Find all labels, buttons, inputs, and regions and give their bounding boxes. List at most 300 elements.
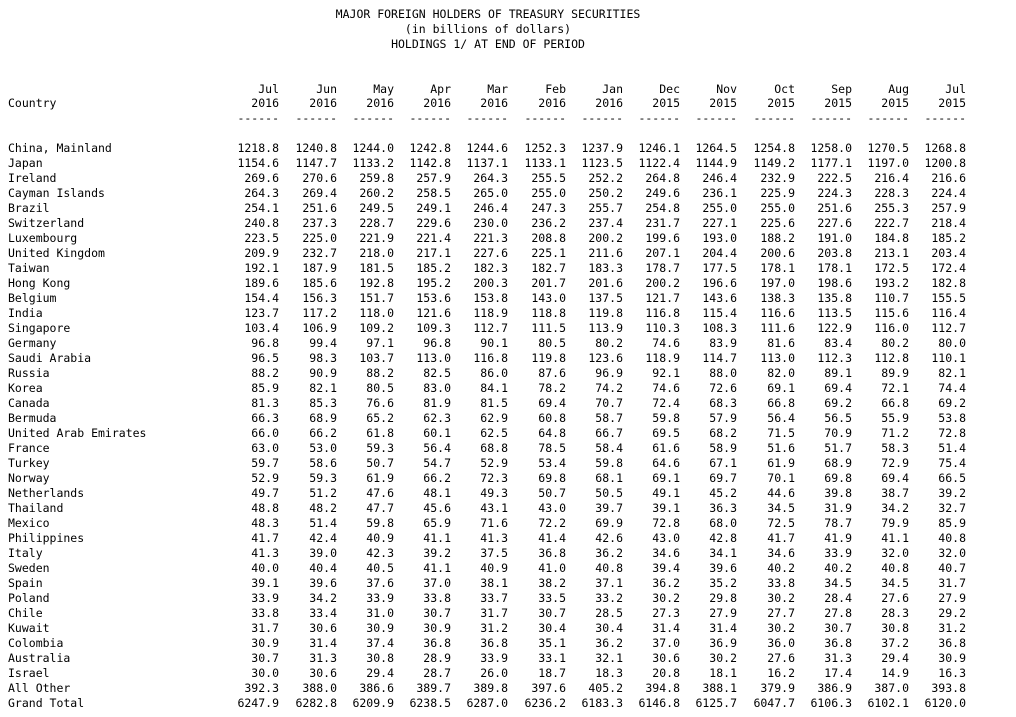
holding-value: 41.3 [251,546,279,560]
holding-value: 40.9 [480,561,508,575]
holding-value: 50.7 [538,486,566,500]
holding-value: 111.5 [531,321,566,335]
column-header-rule: ------ [466,111,508,125]
holding-value: 258.5 [416,186,451,200]
holding-value: 259.8 [359,171,394,185]
holding-value: 31.4 [709,621,737,635]
holding-value: 36.8 [423,636,451,650]
holding-value: 31.7 [480,606,508,620]
holding-value: 51.4 [938,441,966,455]
table-row [0,246,1016,261]
holding-value: 81.3 [251,396,279,410]
holding-value: 41.1 [881,531,909,545]
holding-value: 143.6 [702,291,737,305]
holding-value: 31.9 [824,501,852,515]
holding-value: 156.3 [302,291,337,305]
holding-value: 379.9 [760,681,795,695]
holding-value: 60.1 [423,426,451,440]
holding-value: 67.1 [709,456,737,470]
holding-value: 36.2 [652,576,680,590]
holding-value: 172.5 [874,261,909,275]
holding-value: 36.9 [709,636,737,650]
holding-value: 72.9 [881,456,909,470]
holding-value: 112.8 [874,351,909,365]
holding-value: 40.8 [595,561,623,575]
holding-value: 40.4 [309,561,337,575]
holding-value: 31.7 [251,621,279,635]
holding-value: 14.9 [881,666,909,680]
holding-value: 40.5 [366,561,394,575]
holding-value: 66.2 [423,471,451,485]
column-header-rule: ------ [524,111,566,125]
holding-value: 108.3 [702,321,737,335]
holding-value: 40.0 [251,561,279,575]
holding-value: 34.5 [881,576,909,590]
holding-value: 249.6 [645,186,680,200]
holding-value: 181.5 [359,261,394,275]
holding-value: 43.0 [538,501,566,515]
holding-value: 31.3 [824,651,852,665]
holding-value: 405.2 [588,681,623,695]
holding-value: 72.3 [480,471,508,485]
holding-value: 87.6 [538,366,566,380]
country-name: Luxembourg [8,231,78,245]
table-row [0,501,1016,516]
holding-value: 66.7 [595,426,623,440]
holding-value: 68.8 [480,441,508,455]
country-name: Sweden [8,561,50,575]
country-name: Netherlands [8,486,85,500]
holding-value: 41.3 [480,531,508,545]
holding-value: 39.2 [938,486,966,500]
holding-value: 27.6 [767,651,795,665]
table-row [0,576,1016,591]
holding-value: 6236.2 [524,696,566,710]
holding-value: 27.6 [881,591,909,605]
holding-value: 121.7 [645,291,680,305]
holding-value: 81.5 [480,396,508,410]
column-header-year: 2016 [480,96,508,110]
holding-value: 6106.3 [810,696,852,710]
column-header-rule: ------ [867,111,909,125]
column-header-month: Nov [716,82,737,96]
holding-value: 45.2 [709,486,737,500]
country-name: India [8,306,43,320]
holding-value: 201.7 [531,276,566,290]
holding-value: 60.8 [538,411,566,425]
holding-value: 251.6 [302,201,337,215]
holding-value: 255.0 [760,201,795,215]
holding-value: 1147.7 [295,156,337,170]
holding-value: 103.4 [244,321,279,335]
holding-value: 1200.8 [924,156,966,170]
country-name: Cayman Islands [8,186,105,200]
column-header-rule: ------ [409,111,451,125]
holding-value: 57.9 [709,411,737,425]
holding-value: 30.2 [709,651,737,665]
holding-value: 264.3 [473,171,508,185]
holding-value: 85.9 [251,381,279,395]
holding-value: 36.8 [824,636,852,650]
holding-value: 54.7 [423,456,451,470]
country-name: Mexico [8,516,50,530]
holding-value: 33.9 [251,591,279,605]
holding-value: 237.4 [588,216,623,230]
country-name: Australia [8,651,71,665]
holding-value: 387.0 [874,681,909,695]
holding-value: 30.2 [652,591,680,605]
column-header-month: Oct [774,82,795,96]
holding-value: 80.2 [595,336,623,350]
holding-value: 250.2 [588,186,623,200]
holding-value: 200.2 [645,276,680,290]
holding-value: 30.7 [251,651,279,665]
holding-value: 232.9 [760,171,795,185]
holding-value: 222.5 [817,171,852,185]
holding-value: 224.3 [817,186,852,200]
holding-value: 208.8 [531,231,566,245]
holding-value: 216.6 [931,171,966,185]
column-header-year: 2015 [824,96,852,110]
holding-value: 217.1 [416,246,451,260]
holding-value: 37.2 [881,636,909,650]
holding-value: 270.6 [302,171,337,185]
holding-value: 110.3 [645,321,680,335]
holding-value: 249.5 [359,201,394,215]
country-name: Italy [8,546,43,560]
holding-value: 116.8 [473,351,508,365]
holding-value: 39.1 [251,576,279,590]
holding-value: 66.3 [251,411,279,425]
holding-value: 62.3 [423,411,451,425]
holding-value: 39.7 [595,501,623,515]
column-header-rule: ------ [581,111,623,125]
holding-value: 112.7 [473,321,508,335]
holding-value: 37.0 [652,636,680,650]
holding-value: 30.9 [251,636,279,650]
holding-value: 198.6 [817,276,852,290]
column-header-month: Sep [831,82,852,96]
holding-value: 69.5 [652,426,680,440]
holding-value: 64.8 [538,426,566,440]
holding-value: 1144.9 [695,156,737,170]
holding-value: 115.4 [702,306,737,320]
holding-value: 394.8 [645,681,680,695]
holding-value: 388.1 [702,681,737,695]
country-column-header: Country [8,96,57,110]
holding-value: 70.7 [595,396,623,410]
holding-value: 255.7 [588,201,623,215]
holding-value: 200.3 [473,276,508,290]
holding-value: 28.5 [595,606,623,620]
country-name: Norway [8,471,50,485]
holding-value: 66.8 [767,396,795,410]
country-name: Chile [8,606,43,620]
holding-value: 99.4 [309,336,337,350]
holding-value: 1270.5 [867,141,909,155]
holding-value: 225.9 [760,186,795,200]
holding-value: 113.0 [760,351,795,365]
holding-value: 207.1 [645,246,680,260]
holding-value: 27.7 [767,606,795,620]
country-name: Colombia [8,636,64,650]
holding-value: 40.8 [938,531,966,545]
holding-value: 53.0 [309,441,337,455]
holding-value: 64.6 [652,456,680,470]
holding-value: 231.7 [645,216,680,230]
holding-value: 52.9 [251,471,279,485]
holding-value: 237.3 [302,216,337,230]
holding-value: 85.9 [938,516,966,530]
holding-value: 254.1 [244,201,279,215]
holding-value: 41.1 [423,561,451,575]
holding-value: 199.6 [645,231,680,245]
holding-value: 36.2 [595,636,623,650]
holding-value: 62.5 [480,426,508,440]
holding-value: 115.6 [874,306,909,320]
holding-value: 41.1 [423,531,451,545]
holding-value: 68.9 [824,456,852,470]
holding-value: 78.7 [824,516,852,530]
holding-value: 41.0 [538,561,566,575]
holding-value: 31.4 [309,636,337,650]
holding-value: 34.6 [652,546,680,560]
holding-value: 33.9 [480,651,508,665]
table-row [0,231,1016,246]
holding-value: 70.1 [767,471,795,485]
holding-value: 28.3 [881,606,909,620]
holding-value: 1149.2 [753,156,795,170]
country-name: China, Mainland [8,141,112,155]
table-row [0,621,1016,636]
holding-value: 32.0 [881,546,909,560]
holding-value: 187.9 [302,261,337,275]
holding-value: 34.6 [767,546,795,560]
country-name: Turkey [8,456,50,470]
holding-value: 48.3 [251,516,279,530]
holding-value: 56.5 [824,411,852,425]
holding-value: 58.4 [595,441,623,455]
holding-value: 193.0 [702,231,737,245]
holding-value: 6125.7 [695,696,737,710]
holding-value: 36.8 [480,636,508,650]
holding-value: 113.0 [416,351,451,365]
table-row [0,396,1016,411]
holding-value: 18.3 [595,666,623,680]
holding-value: 252.2 [588,171,623,185]
holding-value: 81.9 [423,396,451,410]
holding-value: 32.0 [938,546,966,560]
column-header-month: Jun [316,82,337,96]
holding-value: 18.7 [538,666,566,680]
column-header-year: 2016 [251,96,279,110]
holding-value: 96.8 [251,336,279,350]
holding-value: 69.2 [938,396,966,410]
holding-value: 269.6 [244,171,279,185]
table-row [0,351,1016,366]
holding-value: 83.9 [709,336,737,350]
holding-value: 218.0 [359,246,394,260]
holding-value: 40.2 [824,561,852,575]
holding-value: 39.6 [709,561,737,575]
holding-value: 30.6 [309,666,337,680]
holding-value: 34.1 [709,546,737,560]
holding-value: 41.7 [767,531,795,545]
holding-value: 138.3 [760,291,795,305]
column-header-year: 2016 [423,96,451,110]
holding-value: 223.5 [244,231,279,245]
holding-value: 29.8 [709,591,737,605]
holding-value: 80.2 [881,336,909,350]
holding-value: 33.9 [824,546,852,560]
holding-value: 42.3 [366,546,394,560]
holding-value: 393.8 [931,681,966,695]
holding-value: 72.2 [538,516,566,530]
holding-value: 114.7 [702,351,737,365]
holding-value: 386.6 [359,681,394,695]
holding-value: 17.4 [824,666,852,680]
report-subtitle-holdings: HOLDINGS 1/ AT END OF PERIOD [391,37,585,51]
holding-value: 39.0 [309,546,337,560]
holding-value: 6146.8 [638,696,680,710]
country-name: United Arab Emirates [8,426,147,440]
holding-value: 35.2 [709,576,737,590]
holding-value: 397.6 [531,681,566,695]
holding-value: 1133.2 [352,156,394,170]
holding-value: 151.7 [359,291,394,305]
holding-value: 29.4 [881,651,909,665]
table-row [0,366,1016,381]
table-row [0,141,1016,156]
holding-value: 1246.1 [638,141,680,155]
country-name: Poland [8,591,50,605]
table-row [0,666,1016,681]
holding-value: 121.6 [416,306,451,320]
holding-value: 155.5 [931,291,966,305]
holding-value: 41.7 [251,531,279,545]
holding-value: 59.8 [366,516,394,530]
holding-value: 34.5 [767,501,795,515]
holding-value: 153.6 [416,291,451,305]
table-row [0,681,1016,696]
holding-value: 33.7 [480,591,508,605]
holding-value: 255.0 [531,186,566,200]
holding-value: 30.2 [767,591,795,605]
holding-value: 74.4 [938,381,966,395]
holding-value: 178.1 [760,261,795,275]
holding-value: 119.8 [531,351,566,365]
holding-value: 103.7 [359,351,394,365]
holding-value: 246.4 [702,171,737,185]
holding-value: 172.4 [931,261,966,275]
holding-value: 216.4 [874,171,909,185]
holding-value: 112.3 [817,351,852,365]
table-row [0,201,1016,216]
holding-value: 116.4 [931,306,966,320]
holding-value: 188.2 [760,231,795,245]
holding-value: 135.8 [817,291,852,305]
country-name: All Other [8,681,71,695]
table-row [0,591,1016,606]
holding-value: 39.1 [652,501,680,515]
column-header-rule: ------ [352,111,394,125]
holding-value: 30.7 [538,606,566,620]
holding-value: 31.4 [652,621,680,635]
holding-value: 1177.1 [810,156,852,170]
holding-value: 269.4 [302,186,337,200]
holding-value: 70.9 [824,426,852,440]
holding-value: 118.0 [359,306,394,320]
holding-value: 34.5 [824,576,852,590]
holding-value: 177.5 [702,261,737,275]
holding-value: 178.7 [645,261,680,275]
holding-value: 30.0 [251,666,279,680]
holding-value: 72.8 [938,426,966,440]
holding-value: 32.1 [595,651,623,665]
holding-value: 58.6 [309,456,337,470]
holding-value: 51.2 [309,486,337,500]
holding-value: 257.9 [416,171,451,185]
holding-value: 232.7 [302,246,337,260]
country-name: Spain [8,576,43,590]
holding-value: 1242.8 [409,141,451,155]
country-name: United Kingdom [8,246,105,260]
holding-value: 45.6 [423,501,451,515]
holding-value: 28.9 [423,651,451,665]
holding-value: 33.1 [538,651,566,665]
holding-value: 154.4 [244,291,279,305]
holding-value: 122.9 [817,321,852,335]
holding-value: 123.7 [244,306,279,320]
holding-value: 80.5 [538,336,566,350]
holding-value: 222.7 [874,216,909,230]
column-header-month: Mar [487,82,508,96]
country-name: Hong Kong [8,276,71,290]
holding-value: 1254.8 [753,141,795,155]
holding-value: 27.3 [652,606,680,620]
holding-value: 112.7 [931,321,966,335]
holding-value: 59.7 [251,456,279,470]
holding-value: 118.9 [645,351,680,365]
holding-value: 192.1 [244,261,279,275]
holding-value: 38.7 [881,486,909,500]
holding-value: 6183.3 [581,696,623,710]
holding-value: 48.8 [251,501,279,515]
holding-value: 182.8 [931,276,966,290]
holding-value: 191.0 [817,231,852,245]
holding-value: 33.5 [538,591,566,605]
holding-value: 6209.9 [352,696,394,710]
holding-value: 1218.8 [237,141,279,155]
holding-value: 224.4 [931,186,966,200]
table-row [0,606,1016,621]
holding-value: 66.0 [251,426,279,440]
holding-value: 153.8 [473,291,508,305]
holding-value: 40.8 [881,561,909,575]
holding-value: 1133.1 [524,156,566,170]
holding-value: 90.1 [480,336,508,350]
holding-value: 82.0 [767,366,795,380]
holding-value: 66.2 [309,426,337,440]
holding-value: 69.4 [538,396,566,410]
column-header-month: Jul [258,82,279,96]
holding-value: 37.5 [480,546,508,560]
table-row [0,171,1016,186]
holding-value: 71.5 [767,426,795,440]
holding-value: 117.2 [302,306,337,320]
holding-value: 6238.5 [409,696,451,710]
column-header-month: Jul [945,82,966,96]
